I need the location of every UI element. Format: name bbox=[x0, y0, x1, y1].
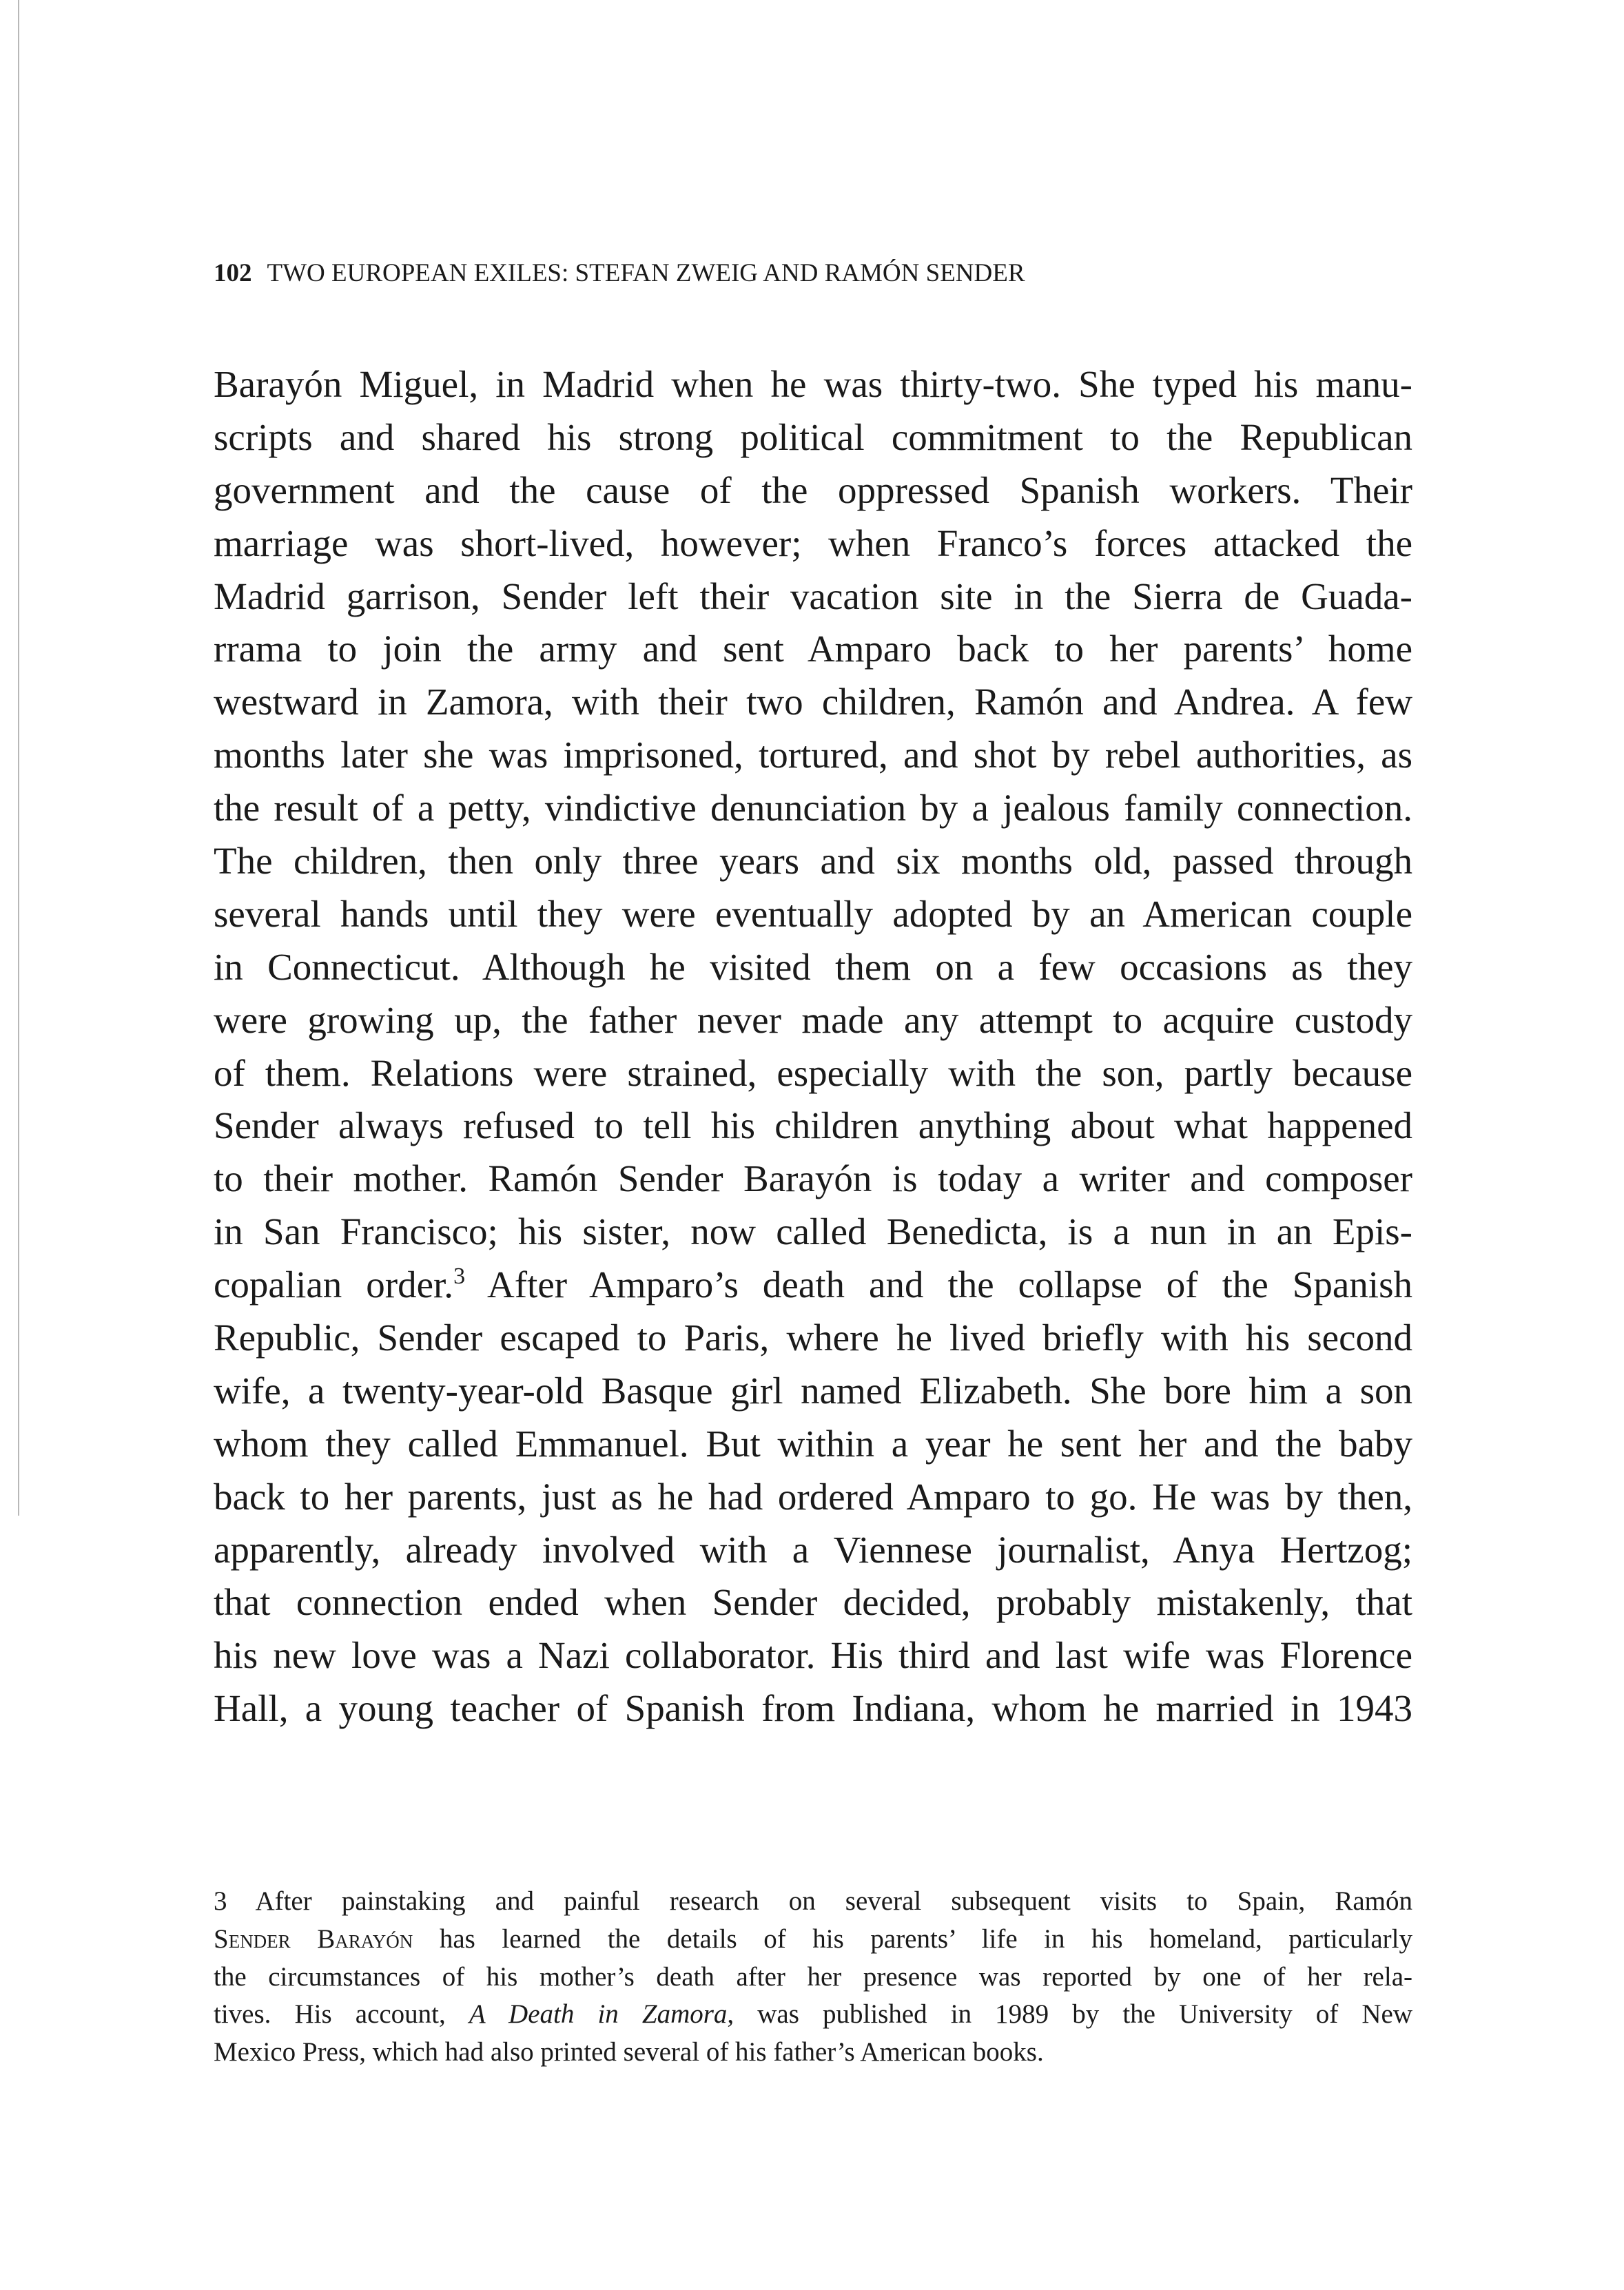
footnote bbox=[214, 1883, 1412, 2072]
body-line: Hall, a young teacher of Spanish from Indiana, whom he married in 1943 bbox=[214, 1687, 1412, 1730]
footnote-text: , was published in 1989 by the University of New bbox=[727, 1999, 1412, 2030]
body-line: The children, then only three years and six months old, passed through bbox=[214, 840, 1412, 883]
body-text bbox=[214, 358, 1412, 1735]
body-line: Barayón Miguel, in Madrid when he was thirty-two. She typed his manu- bbox=[214, 363, 1412, 405]
body-line: apparently, already involved with a Viennese journalist, Anya Hertzog; bbox=[214, 1528, 1412, 1571]
footnote-text: After painstaking and painful research on several subsequent visits to Spain, Ramón bbox=[227, 1886, 1412, 1916]
footnote-text: tives. His account, bbox=[214, 1999, 469, 2030]
body-line: whom they called Emmanuel. But within a year he sent her and the baby bbox=[214, 1422, 1412, 1465]
body-line: several hands until they were eventually adopted by an American couple bbox=[214, 892, 1412, 935]
body-line: in Connecticut. Although he visited them on a few occasions as they bbox=[214, 945, 1412, 988]
body-text-segment: copalian order. bbox=[214, 1263, 454, 1306]
page-number: 102 bbox=[214, 259, 252, 287]
footnote-text: has learned the details of his parents’ life in his homeland, particularly bbox=[413, 1923, 1412, 1954]
footnote-line: Mexico Press, which had also printed several of his father’s American books. bbox=[214, 2037, 1044, 2067]
body-line: Madrid garrison, Sender left their vacation site in the Sierra de Guada- bbox=[214, 575, 1412, 617]
body-line: months later she was imprisoned, tortured, and shot by rebel authorities, as bbox=[214, 734, 1412, 776]
footnote-number: 3 bbox=[214, 1886, 227, 1916]
footnote-line bbox=[214, 1921, 1412, 1959]
body-line: the result of a petty, vindictive denunciation by a jealous family connection. bbox=[214, 787, 1412, 829]
body-line: wife, a twenty-year-old Basque girl named Elizabeth. She bore him a son bbox=[214, 1369, 1412, 1412]
body-line: marriage was short-lived, however; when Franco’s forces attacked the bbox=[214, 522, 1412, 564]
running-head bbox=[214, 257, 1025, 290]
body-line: westward in Zamora, with their two children, Ramón and Andrea. A few bbox=[214, 681, 1412, 723]
body-line: rrama to join the army and sent Amparo back to her parents’ home bbox=[214, 628, 1412, 670]
body-line: back to her parents, just as he had ordered Amparo to go. He was by then, bbox=[214, 1475, 1412, 1518]
footnote-author-name: Sender Barayón bbox=[214, 1923, 413, 1954]
footnote-line: the circumstances of his mother’s death after her presence was reported by one of her rela- bbox=[214, 1961, 1412, 1992]
body-line: of them. Relations were strained, especially with the son, partly because bbox=[214, 1051, 1412, 1094]
body-line: that connection ended when Sender decided, probably mistakenly, that bbox=[214, 1581, 1412, 1624]
scan-edge-line bbox=[18, 0, 19, 1516]
footnote-reference[interactable]: 3 bbox=[453, 1263, 466, 1290]
body-line: to their mother. Ramón Sender Barayón is today a writer and composer bbox=[214, 1157, 1412, 1200]
body-line: Sender always refused to tell his children anything about what happened bbox=[214, 1104, 1412, 1147]
body-line: government and the cause of the oppressed Spanish workers. Their bbox=[214, 468, 1412, 511]
footnote-line bbox=[214, 1996, 1412, 2034]
running-head-title: TWO EUROPEAN EXILES: STEFAN ZWEIG AND RAMÓN SENDER bbox=[267, 259, 1025, 287]
body-text-segment: After Amparo’s death and the collapse of the Spanish bbox=[465, 1263, 1412, 1306]
body-line: in San Francisco; his sister, now called Benedicta, is a nun in an Epis- bbox=[214, 1210, 1412, 1253]
body-line: Republic, Sender escaped to Paris, where he lived briefly with his second bbox=[214, 1317, 1412, 1359]
footnote-line bbox=[214, 1883, 1412, 1921]
footnote-book-title: A Death in Zamora bbox=[469, 1999, 728, 2030]
body-line: scripts and shared his strong political commitment to the Republican bbox=[214, 415, 1412, 458]
body-line-with-note bbox=[214, 1259, 1412, 1312]
body-line: were growing up, the father never made any attempt to acquire custody bbox=[214, 998, 1412, 1041]
body-line: his new love was a Nazi collaborator. His third and last wife was Florence bbox=[214, 1634, 1412, 1677]
